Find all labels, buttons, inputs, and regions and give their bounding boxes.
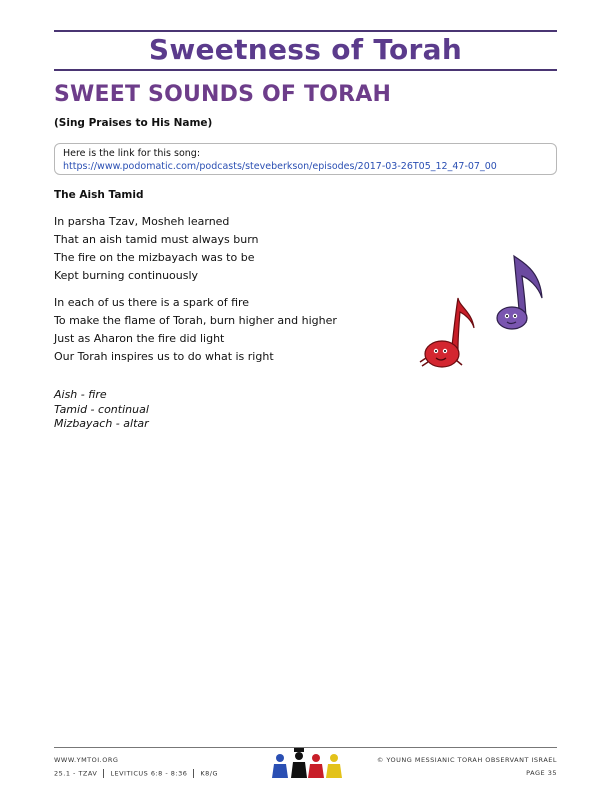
- verse-line: In parsha Tzav, Mosheh learned: [54, 215, 230, 228]
- header-bottom-rule: [54, 69, 557, 71]
- verse-line: Our Torah inspires us to do what is right: [54, 350, 274, 363]
- footer-grade: K8/G: [200, 769, 218, 778]
- verse-line: That an aish tamid must always burn: [54, 233, 259, 246]
- link-intro-text: Here is the link for this song:: [63, 148, 201, 159]
- footer-website[interactable]: WWW.YMTOI.ORG: [54, 756, 119, 764]
- verse-line: Just as Aharon the fire did light: [54, 332, 225, 345]
- section-title: SWEET SOUNDS OF TORAH: [54, 82, 392, 107]
- song-title: The Aish Tamid: [54, 189, 144, 201]
- verse-line: The fire on the mizbayach was to be: [54, 251, 255, 264]
- purple-music-note-icon: [497, 256, 542, 329]
- footer-reference: LEVITICUS 6:8 - 8:36: [110, 769, 188, 778]
- page-header-title: Sweetness of Torah: [148, 33, 463, 66]
- yellow-child-figure: [326, 754, 342, 778]
- glossary-item: Mizbayach - altar: [54, 417, 149, 430]
- header-top-rule: [54, 30, 557, 32]
- verse-2: [54, 294, 337, 366]
- red-child-figure: [308, 754, 324, 778]
- red-music-note-icon: [420, 298, 474, 367]
- verse-line: Kept burning continuously: [54, 269, 199, 282]
- music-notes-illustration: [412, 248, 552, 378]
- song-link[interactable]: https://www.podomatic.com/podcasts/steveberkson/episodes/2017-03-26T05_12_47-07_00: [63, 161, 497, 172]
- footer-lesson-info: [54, 769, 218, 778]
- glossary-item: Aish - fire: [54, 388, 107, 401]
- verse-1: [54, 213, 259, 285]
- footer-lesson: 25.1 - TZAV: [54, 769, 98, 778]
- song-link-box: [54, 143, 557, 175]
- glossary: [54, 388, 149, 432]
- children-logo-icon: [268, 748, 348, 782]
- black-child-figure: [291, 748, 307, 778]
- verse-line: In each of us there is a spark of fire: [54, 296, 250, 309]
- section-subtitle: (Sing Praises to His Name): [54, 117, 213, 129]
- verse-line: To make the flame of Torah, burn higher and higher: [54, 314, 337, 327]
- footer-page-number: PAGE 35: [526, 769, 557, 777]
- glossary-item: Tamid - continual: [54, 402, 149, 416]
- footer-copyright: © YOUNG MESSIANIC TORAH OBSERVANT ISRAEL: [376, 756, 557, 764]
- blue-child-figure: [272, 754, 288, 778]
